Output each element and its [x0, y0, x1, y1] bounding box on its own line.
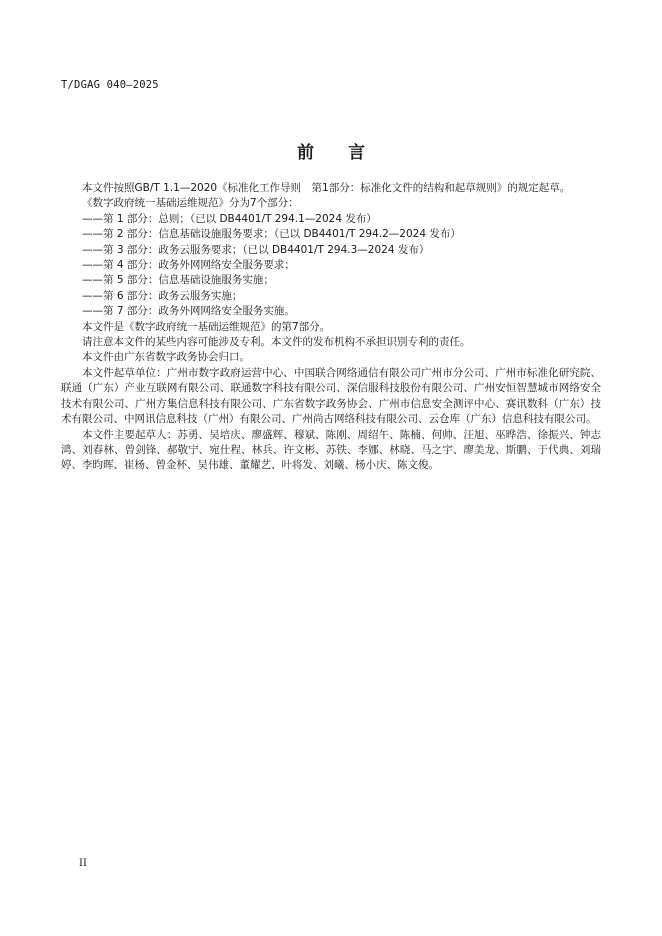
paragraph-drafting-units: 本文件起草单位：广州市数字政府运营中心、中国联合网络通信有限公司广州市分公司、广州市标准化研究院、联通（广东）产业互联网有限公司、联通数字科技有限公司、深信服科技股份有限公司、广州安恒智慧城市网络安全技术有限公司、广州方集信息科技有限公司、广东省数字政务协会、广州市信息安全测评中心、赛讯数科（广东）技术有限公司、中网讯信息科技（广州）有限公司、广州尚古网络科技有限公司、云仓库（广东）信息科技有限公司。: [61, 366, 601, 426]
paragraph-this-part: 本文件是《数字政府统一基础运维规范》的第7部分。: [82, 320, 331, 333]
title-char-2: 言: [348, 143, 365, 163]
part-item: ——第 7 部分：政务外网网络安全服务实施。: [82, 305, 295, 318]
page-number: II: [79, 858, 87, 869]
page-title: [0, 138, 662, 163]
document-id: T/DGAG 040—2025: [61, 79, 159, 91]
paragraph-drafting-rules: 本文件按照GB/T 1.1—2020《标准化工作导则 第1部分：标准化文件的结构和起草规则》的规定起草。: [82, 182, 571, 194]
paragraph-administered-by: 本文件由广东省数字政务协会归口。: [82, 351, 250, 364]
part-item: ——第 5 部分：信息基础设施服务实施；: [82, 274, 274, 287]
part-item: ——第 1 部分：总则；（已以 DB4401/T 294.1—2024 发布）: [82, 212, 377, 225]
part-item: ——第 2 部分：信息基础设施服务要求；（已以 DB4401/T 294.2—2024 发布）: [82, 228, 461, 241]
foreword-body: [61, 181, 601, 474]
part-item: ——第 3 部分：政务云服务要求；（已以 DB4401/T 294.3—2024 发布）: [82, 243, 430, 256]
title-char-1: 前: [297, 143, 314, 163]
paragraph-patent-notice: 请注意本文件的某些内容可能涉及专利。本文件的发布机构不承担识别专利的责任。: [82, 336, 471, 349]
part-item: ——第 4 部分：政务外网网络安全服务要求；: [82, 259, 295, 272]
paragraph-drafters: 本文件主要起草人：苏勇、吴培庆、廖盛辉、穆斌、陈刚、周绍午、陈楠、何帅、汪旭、巫晔浩、徐振兴、钟志鸿、刘春林、曾剑锋、郝敬宁、宛仕程、林兵、许文彬、苏铁、李娜、林晓、马之宇、廖美龙、斯鹏、于代典、刘瑞婷、李昀晖、崔杨、曾金杯、吴伟雄、董耀艺、叶将发、刘曦、杨小庆、陈文俊。: [61, 428, 601, 472]
paragraph-parts-intro: 《数字政府统一基础运维规范》分为7个部分：: [82, 197, 299, 210]
part-item: ——第 6 部分：政务云服务实施；: [82, 289, 243, 302]
